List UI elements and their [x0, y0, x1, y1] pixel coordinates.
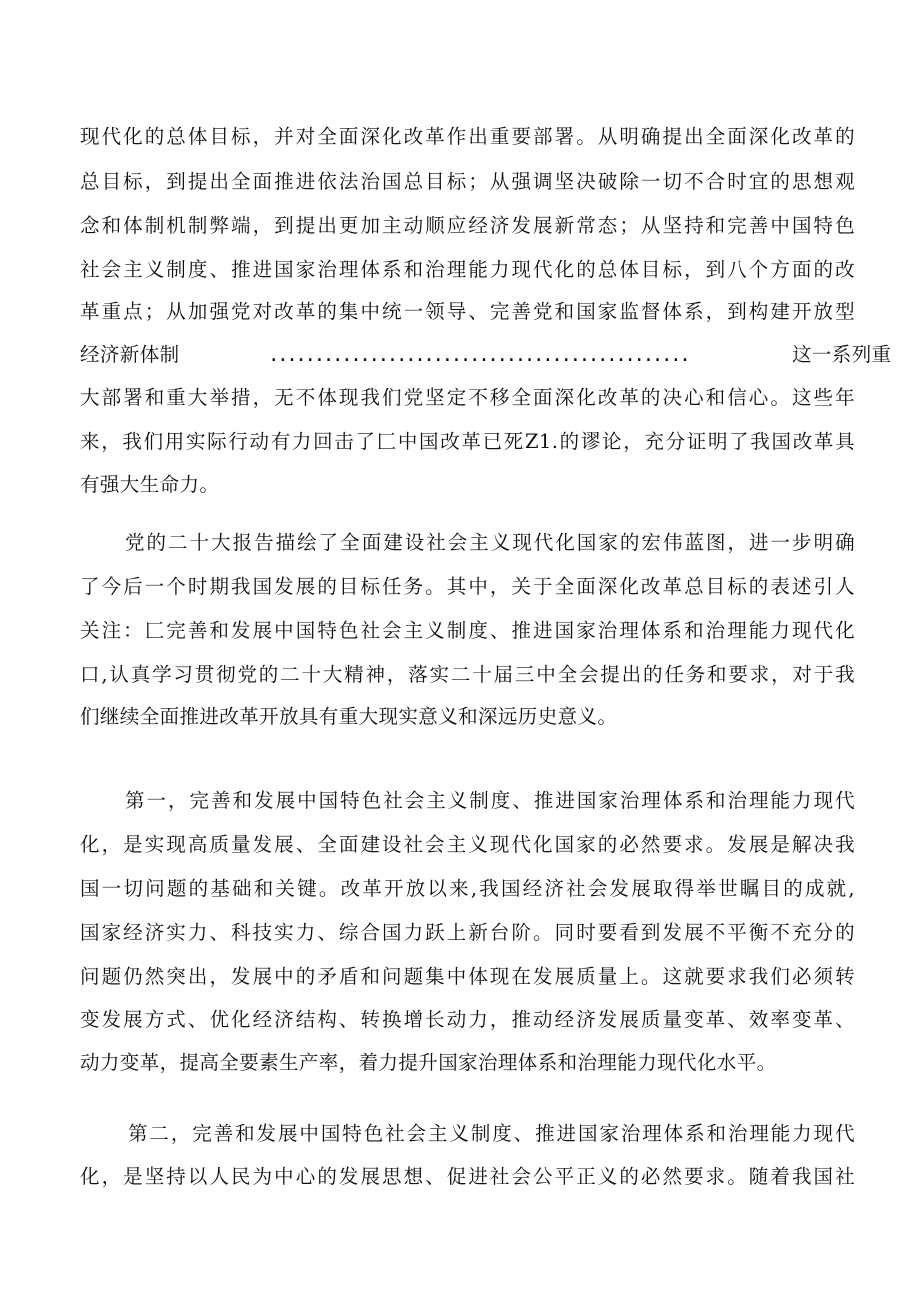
text-line: 动力变革，提高全要素生产率，着力提升国家治理体系和治理能力现代化水平。 — [80, 1051, 777, 1074]
text-line: 革重点；从加强党对改革的集中统一领导、完善党和国家监督体系，到构建开放型 — [80, 300, 855, 323]
text-line: 问题仍然突出，发展中的矛盾和问题集中体现在发展质量上。这就要求我们必须转 — [80, 965, 855, 988]
text-line: 有强大生命力。 — [80, 473, 220, 496]
text-line: 大部署和重大举措，无不体现我们党坚定不移全面深化改革的决心和信心。这些年 — [80, 386, 855, 409]
text-line: 来，我们用实际行动有力回击了匚中国改革已死Z1.的谬论，充分证明了我国改革具 — [80, 430, 855, 453]
text-line: 社会主义制度、推进国家治理体系和治理能力现代化的总体目标，到八个方面的改 — [80, 258, 855, 281]
text-line: 总目标，到提出全面推进依法治国总目标；从强调坚决破除一切不合时宜的思想观 — [80, 170, 855, 193]
text-line: 化，是坚持以人民为中心的发展思想、促进社会公平正义的必然要求。随着我国社 — [80, 1165, 855, 1188]
text-line: 念和体制机制弊端，到提出更加主动顺应经济发展新常态；从坚持和完善中国特色 — [80, 214, 855, 237]
text-line: 变发展方式、优化经济结构、转换增长动力，推动经济发展质量变革、效率变革、 — [80, 1008, 855, 1031]
text-line: 第二，完善和发展中国特色社会主义制度、推进国家治理体系和治理能力现代 — [128, 1122, 855, 1145]
text-line: 第一，完善和发展中国特色社会主义制度、推进国家治理体系和治理能力现代 — [125, 789, 855, 812]
text-line: 口,认真学习贯彻党的二十大精神，落实二十届三中全会提出的任务和要求，对于我 — [80, 663, 855, 686]
text-line: 化，是实现高质量发展、全面建设社会主义现代化国家的必然要求。发展是解决我 — [80, 833, 855, 856]
text-line: 现代化的总体目标，并对全面深化改革作出重要部署。从明确提出全面深化改革的 — [80, 125, 855, 148]
text-fragment: 这一系列重 — [792, 343, 892, 366]
text-line: 国家经济实力、科技实力、综合国力跃上新台阶。同时要看到发展不平衡不充分的 — [80, 921, 855, 944]
text-line: 关注：匚完善和发展中国特色社会主义制度、推进国家治理体系和治理能力现代化 — [80, 619, 855, 642]
text-line: 党的二十大报告描绘了全面建设社会主义现代化国家的宏伟蓝图，进一步明确 — [125, 531, 855, 554]
dot-leader: .............................................. — [268, 344, 689, 366]
text-line: 了今后一个时期我国发展的目标任务。其中，关于全面深化改革总目标的表述引人 — [80, 575, 855, 598]
text-line: 国一切问题的基础和关键。改革开放以来,我国经济社会发展取得举世瞩目的成就, — [80, 877, 855, 900]
dotted-leader-line — [80, 342, 892, 368]
text-fragment: 经济新体制 — [80, 343, 180, 366]
text-line: 们继续全面推进改革开放具有重大现实意义和深远历史意义。 — [80, 705, 618, 728]
